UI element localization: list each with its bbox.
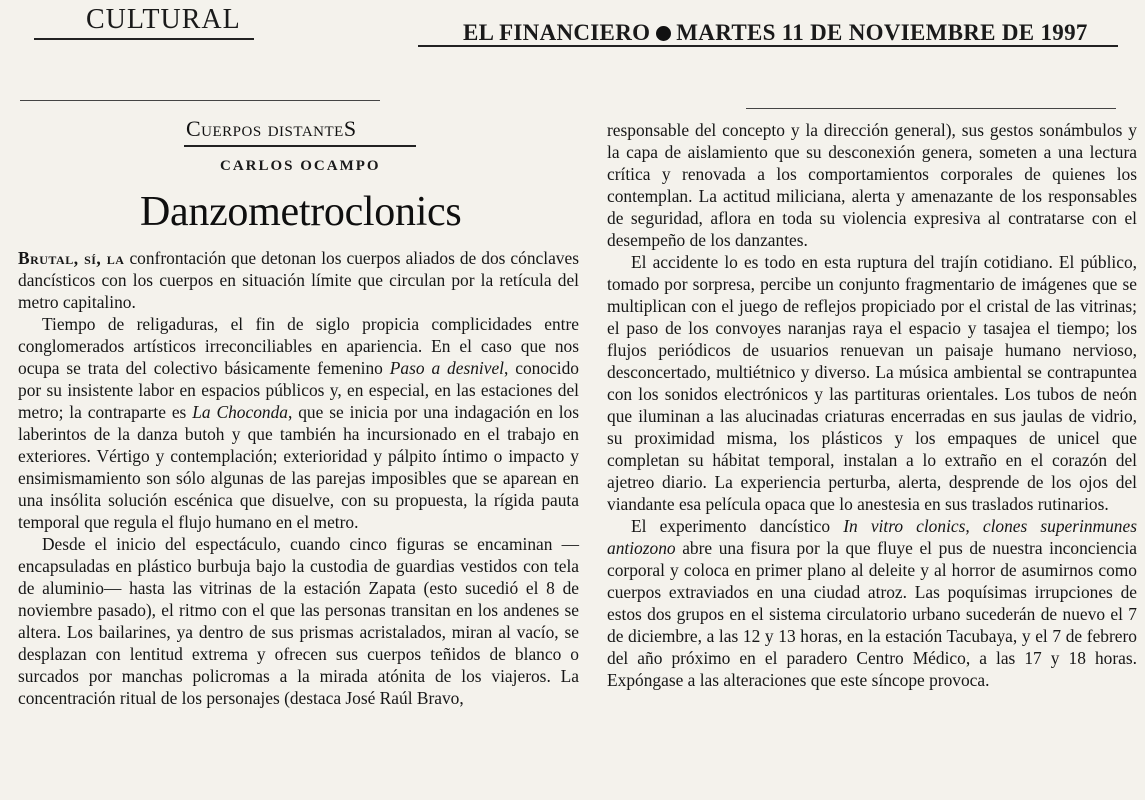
masthead-rule-right: [418, 45, 1118, 47]
publication-date: MARTES 11 DE NOVIEMBRE DE 1997: [676, 20, 1088, 45]
italic-la-choconda: La Choconda: [192, 402, 288, 422]
italic-in-vitro-clonics: In vitro clonics, clones superinmunes antiozono: [607, 516, 1137, 558]
author-byline: CARLOS OCAMPO: [220, 158, 381, 174]
italic-paso-a-desnivel: Paso a desnivel: [389, 358, 505, 378]
paragraph-2-text-a: Tiempo de religaduras, el fin de siglo propicia complicidades entre conglomerados artísticos irreconciliables en apariencia. En el caso que nos ocupa se trata del colectivo básicamente femenino: [18, 314, 579, 378]
publication-name: EL FINANCIERO: [463, 20, 651, 45]
column-rule-left: [20, 100, 380, 101]
paragraph-5: [607, 515, 1137, 691]
series-title: Cuerpos distanteS: [186, 116, 357, 141]
bullet-dot: [656, 26, 671, 41]
paragraph-5-text-b: abre una fisura por la que fluye el pus de nuestra inconciencia corporal y coloca en primer plano al deleite y al horror de asumirnos como cuerpos extraviados en una ciudad atroz. Las poquísimas irrupciones de estos dos grupos en el sistema circulatorio urbano sucederán de nuevo el 7 de diciembre, a las 12 y 13 horas, en la estación Tacubaya, y el 7 de febrero del año próximo en el paradero Centro Médico, a las 17 y 18 horas. Expóngase a las alteraciones que este síncope provoca.: [607, 538, 1137, 690]
masthead-rule-left: [34, 38, 254, 40]
paragraph-2: [18, 313, 579, 533]
paragraph-1: [18, 247, 579, 313]
paragraph-4: El accidente lo es todo en esta ruptura del trajín cotidiano. El público, tomado por sorpresa, percibe un conjunto fragmentario de imágenes que se multiplican con el juego de reflejos propiciado por el cristal de las vitrinas; el paso de los convoyes naranjas raya el espacio y tasajea el tiempo; los flujos periódicos de usuarios renuevan un paisaje humano nervioso, desconcertado, multiétnico y diverso. La música ambiental se contrapuntea con los sonidos electrónicos y las partituras orientales. Los tubos de neón que iluminan a las alucinadas criaturas encerradas en sus jaulas de vidrio, su proximidad misma, los plásticos y los empaques de unicel que completan su hábitat temporal, instalan a lo extraño en el corazón del ajetreo diario. La experiencia perturba, alerta, desprende de los ojos del viandante esa película opaca que lo anestesia en sus traslados rutinarios.: [607, 252, 1137, 514]
article-headline: Danzometroclonics: [140, 189, 462, 235]
paragraph-1-text: confrontación que detonan los cuerpos aliados de dos cónclaves dancísticos con los cuerpos en situación límite que circulan por la retícula del metro capitalino.: [18, 248, 579, 312]
paragraph-3-continued: responsable del concepto y la dirección general), sus gestos sonámbulos y la capa de aislamiento que su desconexión genera, someten a una lectura crítica y renovada a los comportamientos corporales de quienes los contemplan. La actitud miliciana, alerta y amenazante de los responsables de seguridad, aflora en toda su violencia expresiva al contratarse con el desempeño de los danzantes.: [607, 120, 1137, 250]
paragraph-5-text-a: El experimento dancístico: [631, 516, 844, 536]
section-label: CULTURAL: [86, 4, 241, 35]
column-rule-right: [746, 108, 1116, 109]
paragraph-2-text-c: , que se inicia por una indagación en los laberintos de la danza butoh y que también ha incursionado en el trabajo en exteriores. Vértigo y contemplación; exterioridad y pálpito íntimo o impacto y ensimismamiento son sólo algunas de las parejas imposibles que se aparean en una insólita solución escénica que disuelve, con su propuesta, la rígida pauta temporal que regula el flujo humano en el metro.: [18, 402, 579, 532]
lead-kicker: Brutal, sí, la: [18, 248, 125, 268]
paragraph-2-text-b: , conocido por su insistente labor en espacios públicos y, en especial, en las estaciones del metro; la contraparte es: [18, 358, 580, 422]
series-title-underline: [184, 145, 416, 147]
article-column-right: [607, 119, 1137, 691]
paragraph-3: Desde el inicio del espectáculo, cuando cinco figuras se encaminan —encapsuladas en plástico burbuja bajo la custodia de guardias vestidos con tela de aluminio— hasta las vitrinas de la estación Zapata (esto sucedió el 8 de noviembre pasado), el ritmo con el que las personas transitan en los andenes se altera. Los bailarines, ya dentro de sus prismas acristalados, miran al vacío, se desplazan con lentitud extrema y ofrecen sus cuerpos teñidos de blanco o surcados por manchas policromas a la mirada atónita de los viajeros. La concentración ritual de los personajes (destaca José Raúl Bravo,: [18, 534, 579, 708]
publication-line: [463, 20, 1088, 46]
article-column-left: [18, 247, 579, 709]
